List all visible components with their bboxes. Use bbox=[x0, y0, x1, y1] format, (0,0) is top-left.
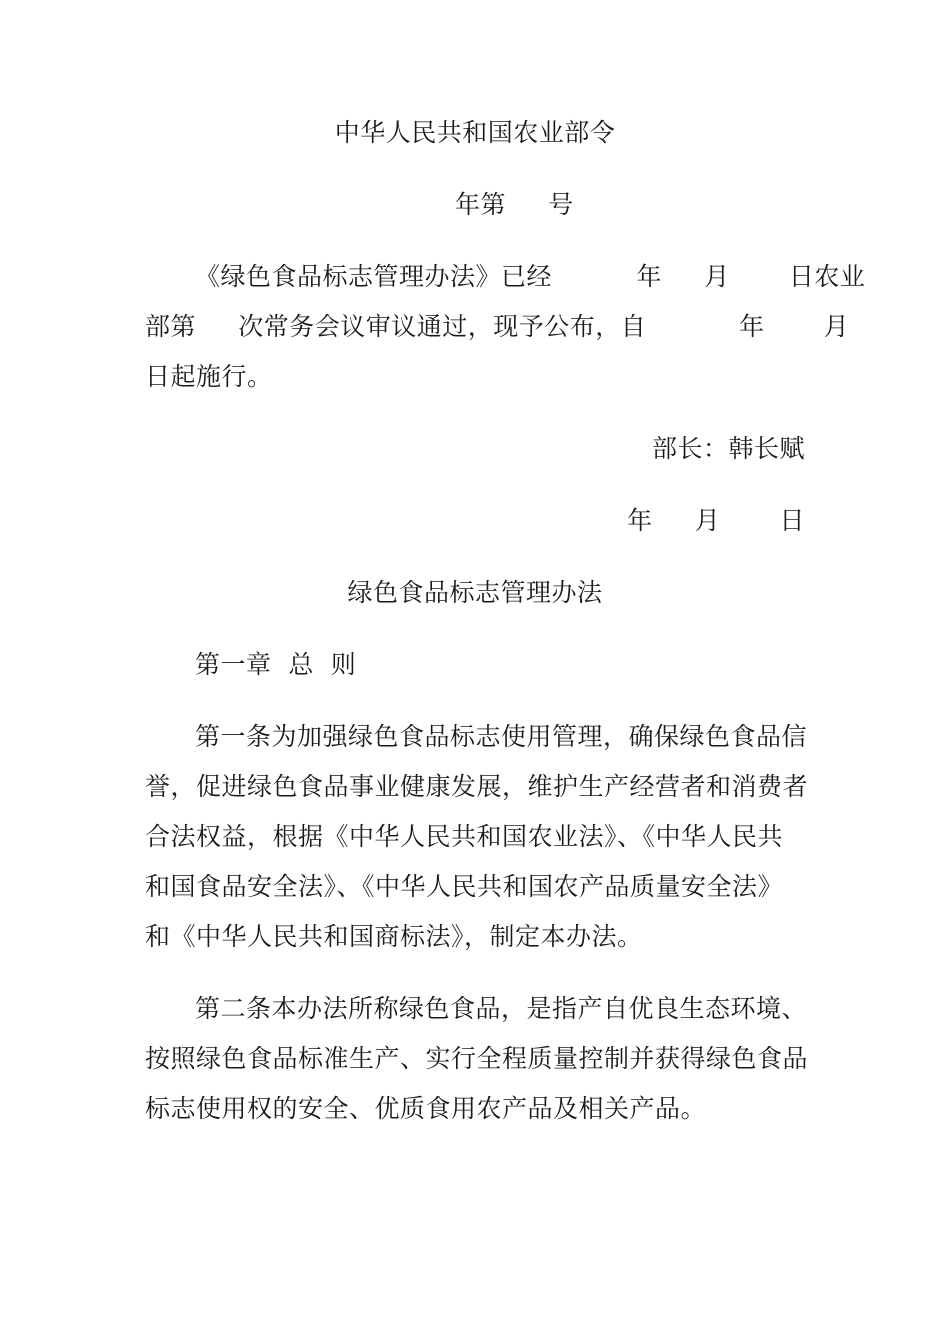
decree-title: 中华人民共和国农业部令 bbox=[334, 118, 616, 147]
article2-line-2: 按照绿色食品标准生产、实行全程质量控制并获得绿色食品 bbox=[145, 1044, 809, 1073]
article1-line-2: 誉，促进绿色食品事业健康发展，维护生产经营者和消费者 bbox=[145, 772, 809, 801]
article1-line-1: 第一条为加强绿色食品标志使用管理，确保绿色食品信 bbox=[195, 722, 808, 751]
announcement-line-3: 日起施行。 bbox=[145, 362, 273, 391]
regulation-title: 绿色食品标志管理办法 bbox=[347, 578, 603, 607]
announcement-line-1: 《绿色食品标志管理办法》已经 年 月 日农业 bbox=[195, 262, 866, 291]
article2-line-3: 标志使用权的安全、优质食用农产品及相关产品。 bbox=[145, 1094, 707, 1123]
announcement-line-2: 部第 次常务会议审议通过，现予公布，自 年 月 bbox=[145, 312, 850, 341]
decree-number-line: 年第 号 bbox=[455, 190, 574, 219]
decree-date-line: 年 月 日 bbox=[627, 506, 805, 535]
chapter-heading: 第一章 总 则 bbox=[195, 650, 357, 679]
article1-line-3: 合法权益，根据《中华人民共和国农业法》、《中华人民共 bbox=[145, 822, 784, 851]
article1-line-4: 和国食品安全法》、《中华人民共和国农产品质量安全法》 bbox=[145, 872, 784, 901]
article1-line-5: 和《中华人民共和国商标法》，制定本办法。 bbox=[145, 922, 643, 951]
article2-line-1: 第二条本办法所称绿色食品，是指产自优良生态环境、 bbox=[195, 994, 808, 1023]
minister-signature: 部长：韩长赋 bbox=[651, 434, 805, 463]
